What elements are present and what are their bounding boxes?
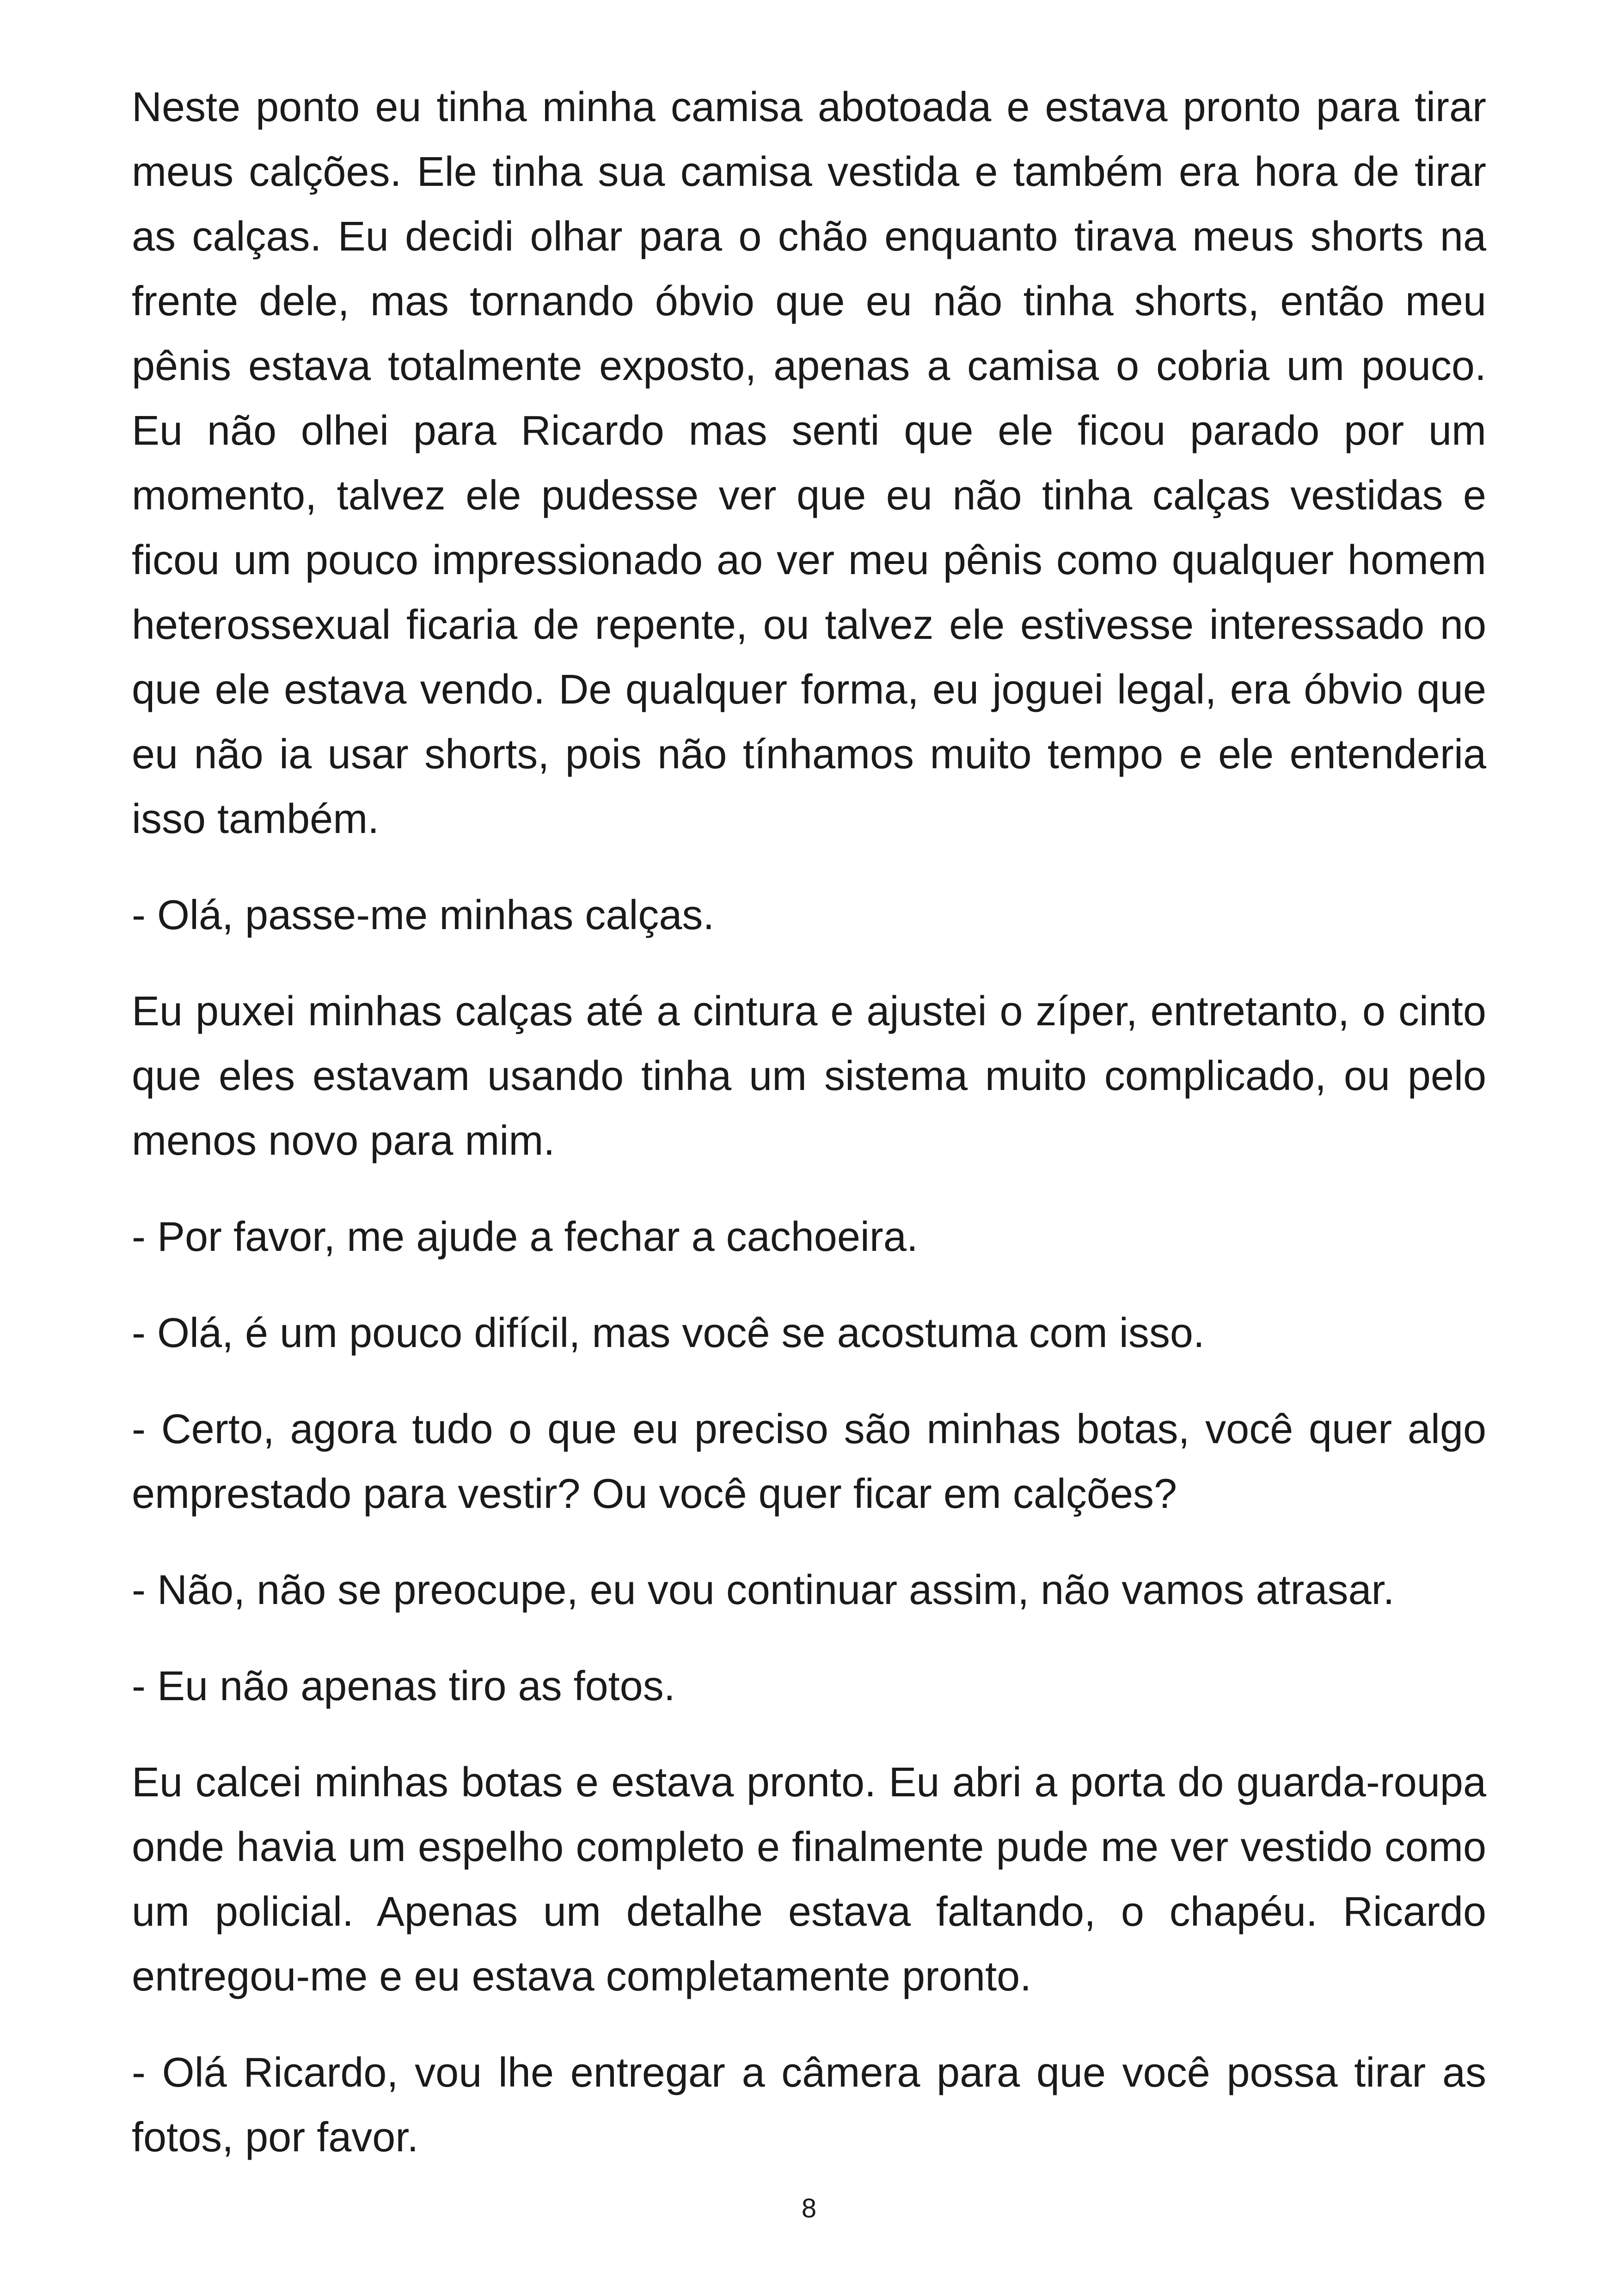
paragraph-6: - Certo, agora tudo o que eu preciso são minhas botas, você quer algo emprestado para vestir? Ou você quer ficar em calções?	[132, 1406, 1486, 1517]
paragraph-7: - Não, não se preocupe, eu vou continuar assim, não vamos atrasar.	[132, 1567, 1395, 1613]
paragraph-9: Eu calcei minhas botas e estava pronto. Eu abri a porta do guarda-roupa onde havia um espelho completo e finalmente pude me ver vestido como um policial. Apenas um detalhe estava faltando, o chapéu. Ricardo entregou-me e eu estava completamente pronto.	[132, 1759, 1486, 2000]
page-number: 8	[801, 2193, 817, 2223]
body-text	[132, 75, 1486, 2201]
paragraph-3: Eu puxei minhas calças até a cintura e ajustei o zíper, entretanto, o cinto que eles estavam usando tinha um sistema muito complicado, ou pelo menos novo para mim.	[132, 988, 1486, 1164]
paragraph-1: Neste ponto eu tinha minha camisa abotoada e estava pronto para tirar meus calções. Ele tinha sua camisa vestida e também era hora de tirar as calças. Eu decidi olhar para o chão enquanto tirava meus shorts na frente dele, mas tornando óbvio que eu não tinha shorts, então meu pênis estava totalmente exposto, apenas a camisa o cobria um pouco. Eu não olhei para Ricardo mas senti que ele ficou parado por um momento, talvez ele pudesse ver que eu não tinha calças vestidas e ficou um pouco impressionado ao ver meu pênis como qualquer homem heterossexual ficaria de repente, ou talvez ele estivesse interessado no que ele estava vendo. De qualquer forma, eu joguei legal, era óbvio que eu não ia usar shorts, pois não tínhamos muito tempo e ele entenderia isso também.	[132, 84, 1486, 842]
paragraph-8: - Eu não apenas tiro as fotos.	[132, 1663, 675, 1709]
paragraph-2: - Olá, passe-me minhas calças.	[132, 892, 715, 938]
paragraph-5: - Olá, é um pouco difícil, mas você se acostuma com isso.	[132, 1310, 1205, 1356]
paragraph-4: - Por favor, me ajude a fechar a cachoeira.	[132, 1214, 918, 1260]
paragraph-10: - Olá Ricardo, vou lhe entregar a câmera para que você possa tirar as fotos, por favor.	[132, 2050, 1486, 2161]
